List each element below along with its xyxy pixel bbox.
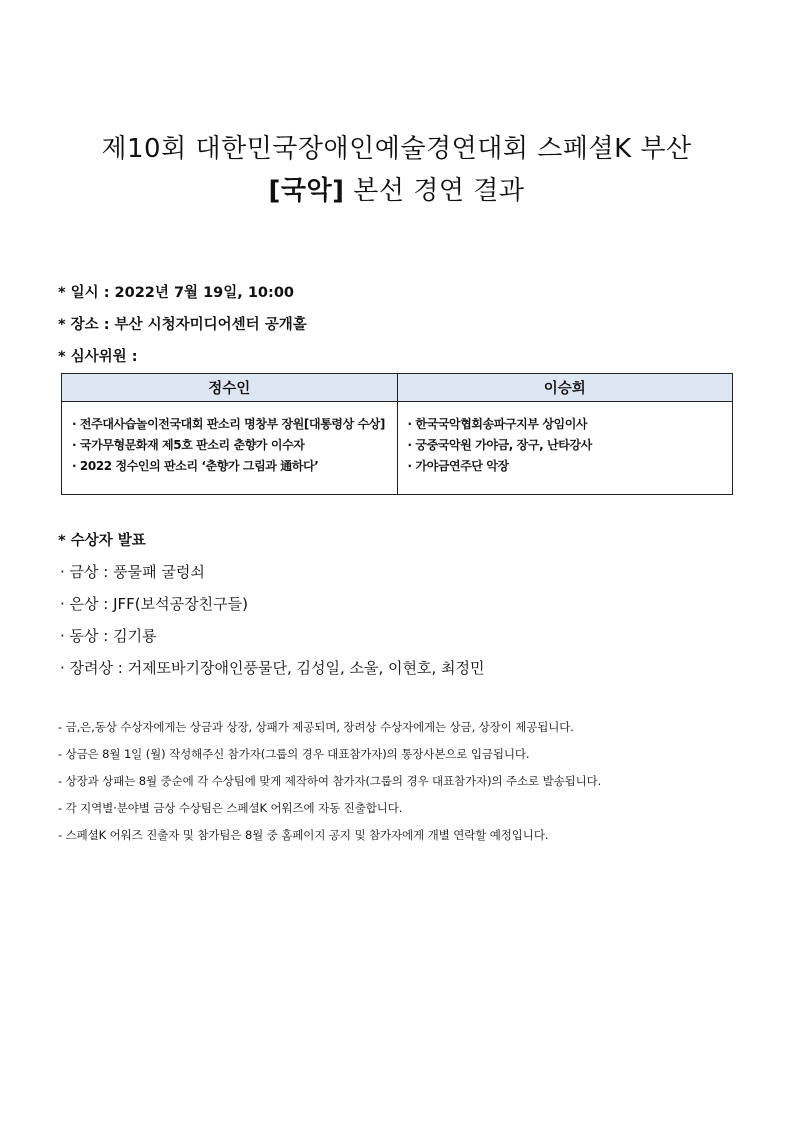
- judge-credentials-1: [62, 402, 398, 495]
- note-item: - 상금은 8월 1일 (월) 작성해주신 참가자(그룹의 경우 대표참가자)의 통장사본으로 입금됩니다.: [58, 747, 530, 761]
- award-bronze: · 동상 : 김기룡: [60, 627, 157, 645]
- event-venue: * 장소 : 부산 시청자미디어센터 공개홀: [58, 317, 307, 333]
- judges-table: [61, 373, 733, 495]
- awards-heading: * 수상자 발표: [58, 533, 146, 549]
- credential-item: · 가야금연주단 악장: [407, 459, 509, 473]
- credential-item: · 한국국악협회송파구지부 상임이사: [407, 417, 588, 431]
- judges-header-row: [62, 374, 733, 402]
- award-silver: · 은상 : JFF(보석공장친구들): [60, 595, 248, 613]
- page-subtitle: [0, 170, 793, 207]
- judge-credentials-2: [397, 402, 733, 495]
- judge-name-1: 정수인: [62, 374, 398, 402]
- award-encouragement: · 장려상 : 거제또바기장애인풍물단, 김성일, 소울, 이현호, 최정민: [60, 659, 485, 677]
- credential-item: · 국가무형문화재 제5호 판소리 춘향가 이수자: [72, 438, 305, 452]
- event-date: * 일시 : 2022년 7월 19일, 10:00: [58, 285, 294, 301]
- credential-item: · 궁중국악원 가야금, 장구, 난타강사: [407, 438, 592, 452]
- credential-item: · 전주대사습놀이전국대회 판소리 명창부 장원[대통령상 수상]: [72, 417, 386, 431]
- award-gold: · 금상 : 풍물패 굴렁쇠: [60, 563, 205, 581]
- judges-label: * 심사위원 :: [58, 349, 138, 365]
- judge-name-2: 이승희: [397, 374, 733, 402]
- credential-item: · 2022 정수인의 판소리 ‘춘향가 그림과 通하다’: [72, 459, 319, 473]
- page-title: 제10회 대한민국장애인예술경연대회 스페셜K 부산: [101, 134, 692, 164]
- note-item: - 상장과 상패는 8월 중순에 각 수상팀에 맞게 제작하여 참가자(그룹의 경우 대표참가자)의 주소로 발송됩니다.: [58, 774, 602, 788]
- subtitle-text: 본선 경연 결과: [344, 176, 525, 206]
- judges-credentials-row: [62, 402, 733, 495]
- genre-label: [국악]: [268, 176, 345, 206]
- note-item: - 금,은,동상 수상자에게는 상금과 상장, 상패가 제공되며, 장려상 수상자에게는 상금, 상장이 제공됩니다.: [58, 720, 574, 734]
- note-item: - 각 지역별·분야별 금상 수상팀은 스페셜K 어워즈에 자동 진출합니다.: [58, 801, 403, 815]
- note-item: - 스페셜K 어워즈 진출자 및 참가팀은 8월 중 홈페이지 공지 및 참가자에게 개별 연락할 예정입니다.: [58, 828, 549, 842]
